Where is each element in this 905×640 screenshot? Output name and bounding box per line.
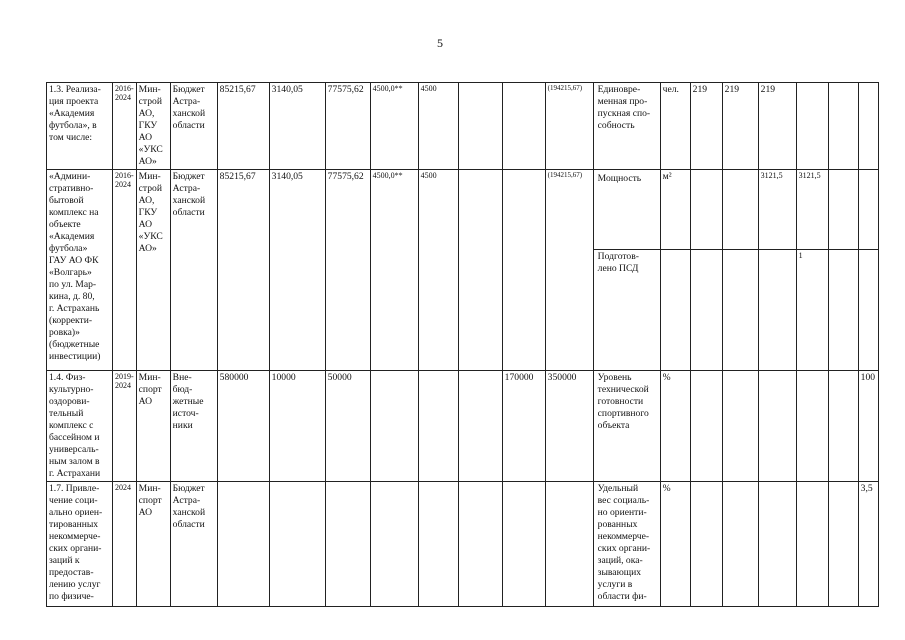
funding-source-cell: Вне- бюд- жетные источ- ники	[170, 371, 217, 482]
indicator-value-cell	[796, 83, 828, 170]
year-amount-cell: 3140,05	[269, 170, 325, 371]
indicator-value-cell	[690, 482, 722, 607]
indicator-value-cell: 219	[690, 83, 722, 170]
indicator-value-cell	[722, 371, 758, 482]
indicator-value-cell	[796, 371, 828, 482]
year-amount-cell	[325, 482, 370, 607]
indicator-name-cell: Уровень технической готовности спортивного объекта	[593, 371, 660, 482]
total-amount-cell: 85215,67	[217, 170, 269, 371]
year-amount-cell	[458, 170, 502, 371]
year-amount-cell: 77575,62	[325, 170, 370, 371]
year-amount-cell: 350000	[545, 371, 593, 482]
indicator-value-cell	[828, 83, 858, 170]
indicator-value-cell	[690, 250, 722, 371]
year-amount-cell: 4500,0**	[370, 170, 418, 371]
period-cell: 2016- 2024	[113, 170, 137, 371]
indicator-value-cell	[858, 83, 878, 170]
indicator-value-cell: 219	[758, 83, 796, 170]
indicator-value-cell	[690, 371, 722, 482]
event-name-cell: 1.3. Реализа- ция проекта «Академия футбола», в том числе:	[47, 83, 113, 170]
event-name-cell: 1.7. Привле- чение соци- ально ориен- тированных некоммерче- ских органи- заций к предостав- лению услуг по физиче-	[47, 482, 113, 607]
program-table	[46, 82, 879, 607]
event-name-cell: «Админи- стративно- бытовой комплекс на объекте «Академия футбола» ГАУ АО ФК «Волгарь» по ул. Мар- кина, д. 80, г. Астрахань (корректи- ровка)» (бюджетные инвестиции)	[47, 170, 113, 371]
unit-cell	[660, 250, 690, 371]
indicator-value-cell	[690, 170, 722, 250]
executor-cell: Мин- спорт АО	[136, 371, 170, 482]
table-row	[47, 170, 879, 250]
indicator-value-cell	[828, 371, 858, 482]
indicator-value-cell: 100	[858, 371, 878, 482]
year-amount-cell	[458, 482, 502, 607]
indicator-name-cell: Удельный вес социаль- но ориенти- рованных некоммерче- ских органи- заций, ока- зывающих услуги в области фи-	[593, 482, 660, 607]
indicator-value-cell: 1	[796, 250, 828, 371]
indicator-value-cell	[796, 482, 828, 607]
year-amount-cell: (194215,67)	[545, 83, 593, 170]
indicator-name-cell: Единовре- менная про- пускная спо- собность	[593, 83, 660, 170]
page-number: 5	[437, 36, 443, 50]
year-amount-cell	[418, 482, 458, 607]
year-amount-cell: 10000	[269, 371, 325, 482]
year-amount-cell	[269, 482, 325, 607]
year-amount-cell: 170000	[502, 371, 545, 482]
unit-cell: м²	[660, 170, 690, 250]
period-cell: 2024	[113, 482, 137, 607]
indicator-value-cell	[758, 371, 796, 482]
indicator-value-cell	[828, 250, 858, 371]
year-amount-cell	[502, 83, 545, 170]
year-amount-cell	[370, 482, 418, 607]
year-amount-cell: 4500,0**	[370, 83, 418, 170]
total-amount-cell	[217, 482, 269, 607]
indicator-name-cell: Подготов- лено ПСД	[593, 250, 660, 371]
year-amount-cell	[545, 482, 593, 607]
indicator-value-cell	[722, 170, 758, 250]
year-amount-cell	[502, 170, 545, 371]
funding-source-cell: Бюджет Астра- ханской области	[170, 170, 217, 371]
indicator-value-cell: 3121,5	[758, 170, 796, 250]
year-amount-cell: (194215,67)	[545, 170, 593, 371]
year-amount-cell	[458, 371, 502, 482]
total-amount-cell: 580000	[217, 371, 269, 482]
executor-cell: Мин- строй АО, ГКУ АО «УКС АО»	[136, 170, 170, 371]
year-amount-cell: 50000	[325, 371, 370, 482]
indicator-value-cell	[758, 482, 796, 607]
total-amount-cell: 85215,67	[217, 83, 269, 170]
indicator-value-cell: 3,5	[858, 482, 878, 607]
indicator-name-cell: Мощность	[593, 170, 660, 250]
event-name-cell: 1.4. Физ- культурно- оздорови- тельный комплекс с бассейном и универсаль- ным залом в г. Астрахани	[47, 371, 113, 482]
indicator-value-cell	[858, 250, 878, 371]
unit-cell: чел.	[660, 83, 690, 170]
funding-source-cell: Бюджет Астра- ханской области	[170, 83, 217, 170]
indicator-value-cell: 3121,5	[796, 170, 828, 250]
indicator-value-cell	[858, 170, 878, 250]
year-amount-cell	[418, 371, 458, 482]
indicator-value-cell	[722, 250, 758, 371]
executor-cell: Мин- спорт АО	[136, 482, 170, 607]
table-row	[47, 83, 879, 170]
year-amount-cell	[370, 371, 418, 482]
period-cell: 2016- 2024	[113, 83, 137, 170]
indicator-value-cell	[758, 250, 796, 371]
year-amount-cell: 4500	[418, 83, 458, 170]
indicator-value-cell	[722, 482, 758, 607]
period-cell: 2019- 2024	[113, 371, 137, 482]
unit-cell: %	[660, 371, 690, 482]
table-row	[47, 482, 879, 607]
executor-cell: Мин- строй АО, ГКУ АО «УКС АО»	[136, 83, 170, 170]
year-amount-cell: 3140,05	[269, 83, 325, 170]
year-amount-cell: 77575,62	[325, 83, 370, 170]
unit-cell: %	[660, 482, 690, 607]
year-amount-cell	[502, 482, 545, 607]
year-amount-cell: 4500	[418, 170, 458, 371]
table-row	[47, 371, 879, 482]
year-amount-cell	[458, 83, 502, 170]
indicator-value-cell	[828, 482, 858, 607]
funding-source-cell: Бюджет Астра- ханской области	[170, 482, 217, 607]
indicator-value-cell	[828, 170, 858, 250]
indicator-value-cell: 219	[722, 83, 758, 170]
